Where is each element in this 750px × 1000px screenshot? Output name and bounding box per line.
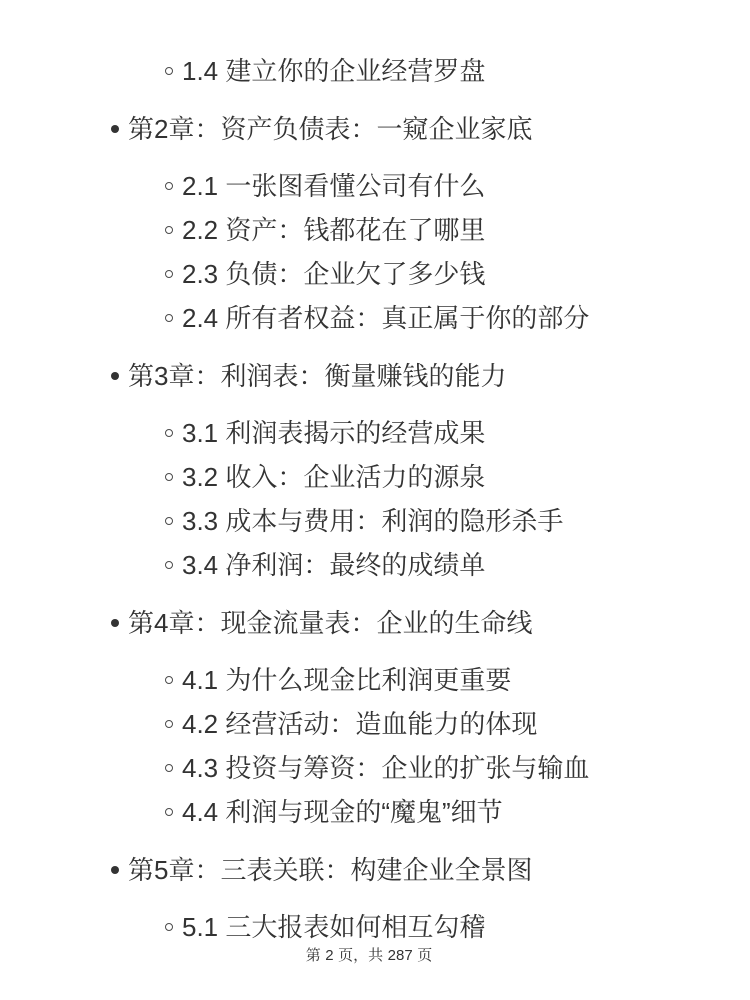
- circle-bullet-icon: [165, 429, 173, 437]
- circle-bullet-icon: [165, 808, 173, 816]
- toc-sub-item: [0, 169, 750, 203]
- toc-item-label: 2.2 资产：钱都花在了哪里: [182, 215, 486, 245]
- toc-sub-item: [0, 213, 750, 247]
- toc-sub-item: [0, 257, 750, 291]
- toc-sub-item: [0, 795, 750, 829]
- circle-bullet-icon: [165, 270, 173, 278]
- toc-item-label: 3.1 利润表揭示的经营成果: [182, 418, 486, 448]
- circle-bullet-icon: [165, 67, 173, 75]
- toc-sub-item: [0, 663, 750, 697]
- disc-bullet-icon: [111, 125, 119, 133]
- circle-bullet-icon: [165, 923, 173, 931]
- toc-item-label: 第4章：现金流量表：企业的生命线: [128, 608, 533, 638]
- toc-item-label: 4.1 为什么现金比利润更重要: [182, 665, 512, 695]
- toc-item-label: 1.4 建立你的企业经营罗盘: [182, 56, 486, 86]
- circle-bullet-icon: [165, 676, 173, 684]
- toc-item-label: 3.4 净利润：最终的成绩单: [182, 550, 486, 580]
- toc-item-label: 第3章：利润表：衡量赚钱的能力: [128, 361, 507, 391]
- toc-chapter-item: [0, 112, 750, 146]
- footer-pages-label: 页: [417, 948, 433, 964]
- toc-sub-item: [0, 416, 750, 450]
- toc-item-label: 4.3 投资与筹资：企业的扩张与输血: [182, 753, 590, 783]
- toc-item-label: 第2章：资产负债表：一窥企业家底: [128, 114, 533, 144]
- circle-bullet-icon: [165, 764, 173, 772]
- circle-bullet-icon: [165, 561, 173, 569]
- toc-sub-item: [0, 910, 750, 944]
- toc-item-label: 4.2 经营活动：造血能力的体现: [182, 709, 538, 739]
- circle-bullet-icon: [165, 182, 173, 190]
- toc-item-label: 4.4 利润与现金的“魔鬼”细节: [182, 797, 503, 827]
- disc-bullet-icon: [111, 866, 119, 874]
- toc-sub-item: [0, 54, 750, 88]
- toc-item-label: 2.3 负债：企业欠了多少钱: [182, 259, 486, 289]
- toc-item-label: 3.3 成本与费用：利润的隐形杀手: [182, 506, 564, 536]
- page-footer: [0, 944, 738, 965]
- toc-sub-item: [0, 548, 750, 582]
- toc-sub-item: [0, 460, 750, 494]
- toc-sub-item: [0, 751, 750, 785]
- disc-bullet-icon: [111, 372, 119, 380]
- disc-bullet-icon: [111, 619, 119, 627]
- circle-bullet-icon: [165, 720, 173, 728]
- circle-bullet-icon: [165, 314, 173, 322]
- toc-item-label: 5.1 三大报表如何相互勾稽: [182, 912, 486, 942]
- toc-item-label: 第5章：三表关联：构建企业全景图: [128, 855, 533, 885]
- footer-of-label: 页，共: [338, 948, 384, 964]
- toc-sub-item: [0, 504, 750, 538]
- toc-chapter-item: [0, 359, 750, 393]
- page-number: 2: [325, 947, 334, 964]
- circle-bullet-icon: [165, 226, 173, 234]
- toc-chapter-item: [0, 606, 750, 640]
- circle-bullet-icon: [165, 517, 173, 525]
- total-pages: 287: [387, 947, 413, 964]
- toc-item-label: 2.1 一张图看懂公司有什么: [182, 171, 486, 201]
- toc-sub-item: [0, 707, 750, 741]
- footer-page-label: 第: [305, 948, 321, 964]
- circle-bullet-icon: [165, 473, 173, 481]
- toc-item-label: 2.4 所有者权益：真正属于你的部分: [182, 303, 590, 333]
- toc-chapter-item: [0, 853, 750, 887]
- toc-item-label: 3.2 收入：企业活力的源泉: [182, 462, 486, 492]
- toc-sub-item: [0, 301, 750, 335]
